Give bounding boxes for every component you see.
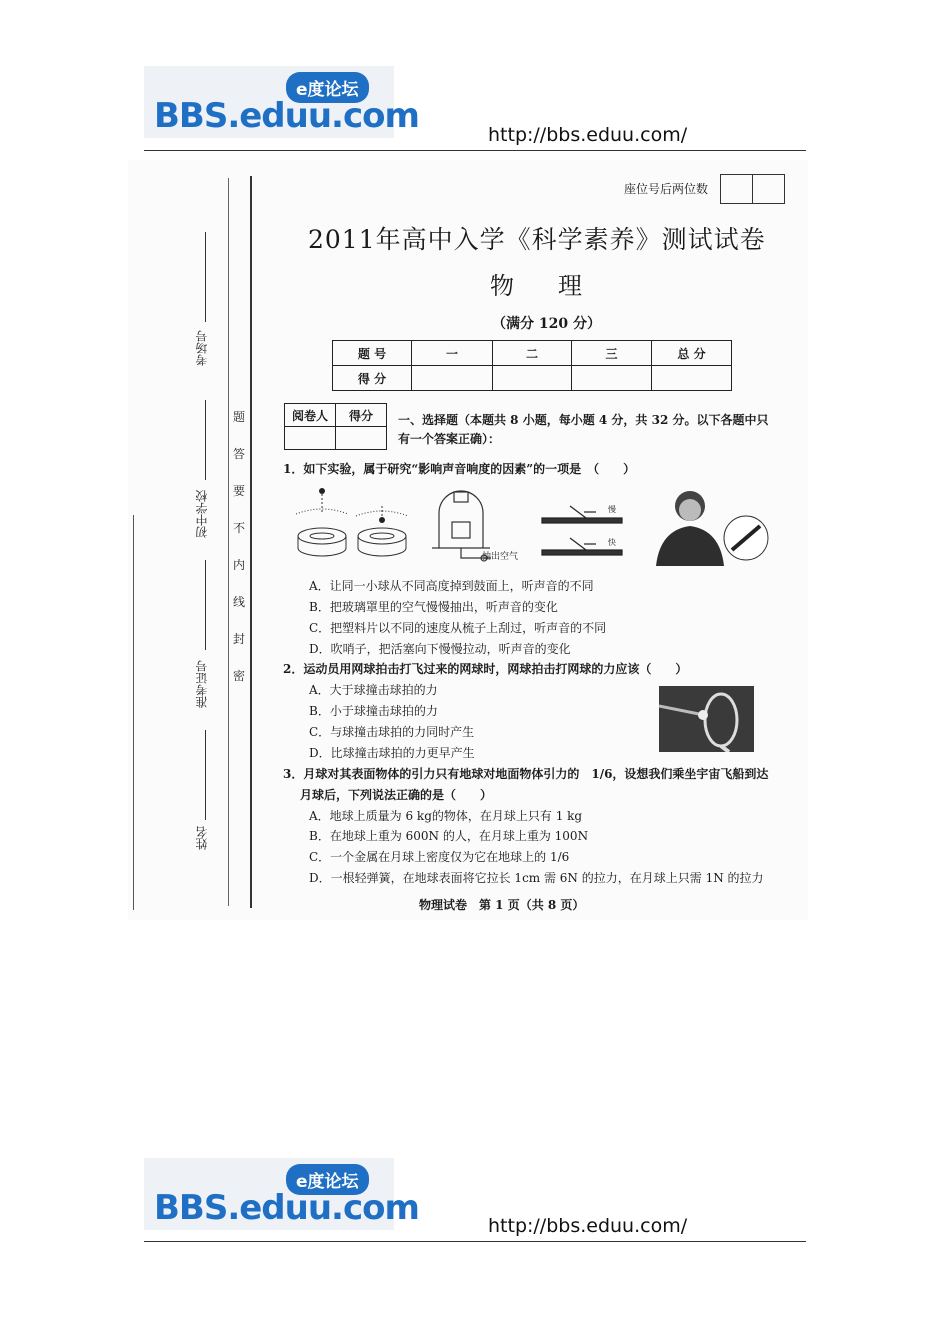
question-2-stem: 2．运动员用网球拍击打飞过来的网球时，网球拍击打网球的力应该（ ）: [283, 662, 688, 676]
admission-label: 准考证号: [195, 660, 209, 708]
slow-label: 慢: [608, 505, 616, 514]
table-cell: 得分: [336, 404, 387, 427]
section-instructions: 一、选择题（本题共 8 小题，每小题 4 分，共 32 分。以下各题中只有一个答案正确）：: [398, 413, 769, 446]
seal-char: 密: [232, 669, 245, 683]
binding-dotted-line: [228, 178, 229, 906]
seal-warning: [232, 408, 246, 704]
table-cell: 总 分: [652, 341, 732, 366]
seal-char: 答: [232, 447, 245, 461]
q1-option-c[interactable]: C．把塑料片以不同的速度从梳子上刮过，听声音的不同: [309, 621, 607, 635]
q3-option-a[interactable]: A．地球上质量为 6 kg的物体，在月球上只有 1 kg: [309, 809, 583, 823]
q2-option-d[interactable]: D．比球撞击球拍的力更早产生: [309, 746, 475, 760]
seal-char: 内: [232, 558, 245, 572]
table-cell: 二: [493, 341, 572, 366]
table-row: [333, 341, 732, 366]
q3-option-d[interactable]: D．一根轻弹簧，在地球表面将它拉长 1cm 需 6N 的拉力，在月球上只需 1N 的拉力: [309, 871, 764, 885]
footer-logo: [144, 1158, 419, 1230]
header-logo: [144, 66, 419, 138]
table-cell: 一: [412, 341, 493, 366]
q2-option-c[interactable]: C．与球撞击球拍的力同时产生: [309, 725, 475, 739]
question-3-stem: 3．月球对其表面物体的引力只有地球对地面物体引力的 1/6，设想我们乘坐宇宙飞船到达: [283, 767, 769, 781]
header-divider: [144, 150, 806, 151]
q3-option-b[interactable]: B．在地球上重为 600N 的人，在月球上重为 100N: [309, 829, 589, 843]
seat-number-label: 座位号后两位数: [624, 182, 709, 196]
q1-option-a[interactable]: A．让同一小球从不同高度掉到鼓面上，听声音的不同: [309, 579, 594, 593]
seat-box-1[interactable]: [720, 174, 753, 204]
table-row: [285, 404, 387, 427]
table-row: [333, 366, 732, 391]
whistle-boy-figure: [642, 484, 770, 566]
drum-ball-figure: [292, 484, 412, 564]
seal-char: 题: [232, 410, 245, 424]
school-label: 初中学校: [195, 490, 209, 538]
table-cell: 三: [572, 341, 652, 366]
seal-char: 线: [232, 595, 245, 609]
header-url[interactable]: http://bbs.eduu.com/: [488, 124, 688, 146]
school-blank: [205, 400, 206, 480]
name-label: 姓名: [195, 826, 209, 850]
q1-option-b[interactable]: B．把玻璃罩里的空气慢慢抽出，听声音的变化: [309, 600, 558, 614]
fast-label: 快: [608, 538, 616, 547]
subject-title: 物理: [490, 272, 626, 300]
q2-option-b[interactable]: B．小于球撞击球拍的力: [309, 704, 438, 718]
grader-table: [284, 403, 387, 450]
logo-text: BBS.eduu.com: [154, 96, 419, 136]
score-table: [332, 340, 732, 391]
question-1-stem: 1．如下实验，属于研究“影响声音响度的因素”的一项是 （ ）: [283, 462, 636, 476]
footer-divider: [144, 1241, 806, 1242]
logo-text: BBS.eduu.com: [154, 1188, 419, 1228]
logo-badge: e度论坛: [286, 1164, 369, 1195]
name-blank: [205, 730, 206, 820]
table-cell: 题 号: [333, 341, 412, 366]
tennis-racket-photo: [659, 686, 754, 752]
binding-line: [250, 176, 252, 908]
score-cell[interactable]: [336, 427, 387, 450]
footer-url[interactable]: http://bbs.eduu.com/: [488, 1215, 688, 1237]
pump-air-label: 抽出空气: [482, 552, 519, 562]
logo-badge: e度论坛: [286, 72, 369, 103]
exam-room-blank: [205, 232, 206, 322]
q3-option-c[interactable]: C．一个金属在月球上密度仅为它在地球上的 1/6: [309, 850, 570, 864]
table-row: [285, 427, 387, 450]
score-cell[interactable]: [412, 366, 493, 391]
page-number: 物理试卷 第 1 页（共 8 页）: [419, 898, 585, 912]
seal-char: 不: [232, 521, 245, 535]
admission-blank: [205, 560, 206, 650]
question-3-stem-cont: 月球后，下列说法正确的是（ ）: [300, 788, 493, 802]
margin-edge-line: [133, 515, 134, 910]
exam-title: 2011年高中入学《科学素养》测试试卷: [308, 225, 766, 254]
full-score: （满分 120 分）: [492, 316, 601, 332]
grader-cell[interactable]: [285, 427, 336, 450]
q1-option-d[interactable]: D．吹哨子，把活塞向下慢慢拉动，听声音的变化: [309, 642, 571, 656]
score-cell[interactable]: [572, 366, 652, 391]
score-cell[interactable]: [652, 366, 732, 391]
seal-char: 封: [232, 632, 245, 646]
table-cell: 阅卷人: [285, 404, 336, 427]
q2-option-a[interactable]: A．大于球撞击球拍的力: [309, 683, 438, 697]
table-cell: 得 分: [333, 366, 412, 391]
seat-box-2[interactable]: [752, 174, 785, 204]
seal-char: 要: [232, 484, 245, 498]
exam-room-label: 考场号: [195, 330, 209, 366]
score-cell[interactable]: [493, 366, 572, 391]
